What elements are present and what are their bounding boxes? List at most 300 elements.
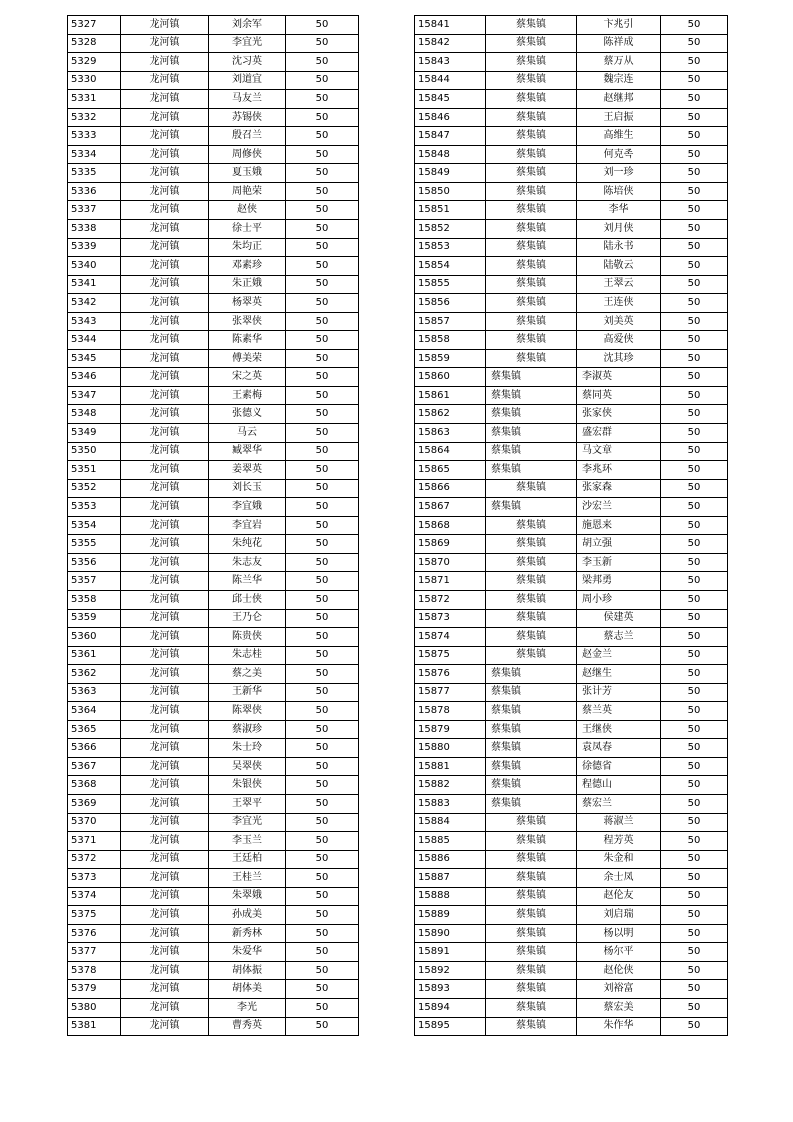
row-id-cell: 15856 <box>415 294 486 313</box>
name-cell: 张计芳 <box>577 683 661 702</box>
amount-cell: 50 <box>286 553 359 572</box>
amount-cell: 50 <box>661 220 728 239</box>
row-id-cell: 15871 <box>415 572 486 591</box>
name-cell: 蔡万从 <box>577 53 661 72</box>
amount-cell: 50 <box>661 516 728 535</box>
row-id-cell: 5339 <box>68 238 121 257</box>
row-id-cell: 5353 <box>68 498 121 517</box>
table-row <box>415 850 728 869</box>
amount-cell: 50 <box>286 405 359 424</box>
amount-cell: 50 <box>286 794 359 813</box>
town-cell: 蔡集镇 <box>486 386 577 405</box>
amount-cell: 50 <box>661 832 728 851</box>
table-row <box>415 720 728 739</box>
table-row <box>68 257 359 276</box>
table-row <box>415 590 728 609</box>
name-cell: 马文章 <box>577 442 661 461</box>
name-cell: 朱正娥 <box>209 275 286 294</box>
table-row <box>415 442 728 461</box>
row-id-cell: 5356 <box>68 553 121 572</box>
row-id-cell: 15866 <box>415 479 486 498</box>
table-row <box>68 869 359 888</box>
town-cell: 蔡集镇 <box>486 164 577 183</box>
row-id-cell: 15853 <box>415 238 486 257</box>
amount-cell: 50 <box>661 665 728 684</box>
row-id-cell: 5371 <box>68 832 121 851</box>
row-id-cell: 5338 <box>68 220 121 239</box>
table-row <box>68 461 359 480</box>
name-cell: 何克족 <box>577 145 661 164</box>
amount-cell: 50 <box>661 850 728 869</box>
table-row <box>68 739 359 758</box>
right-roster-table <box>414 15 728 1036</box>
row-id-cell: 5344 <box>68 331 121 350</box>
name-cell: 张家侠 <box>577 405 661 424</box>
town-cell: 龙河镇 <box>121 869 209 888</box>
table-row <box>415 238 728 257</box>
amount-cell: 50 <box>286 572 359 591</box>
name-cell: 王启振 <box>577 108 661 127</box>
town-cell: 蔡集镇 <box>486 572 577 591</box>
table-row <box>68 182 359 201</box>
town-cell: 蔡集镇 <box>486 628 577 647</box>
name-cell: 赵金兰 <box>577 646 661 665</box>
table-row <box>415 127 728 146</box>
table-row <box>415 386 728 405</box>
row-id-cell: 15872 <box>415 590 486 609</box>
name-cell: 李宜光 <box>209 34 286 53</box>
row-id-cell: 15844 <box>415 71 486 90</box>
amount-cell: 50 <box>661 71 728 90</box>
table-row <box>415 646 728 665</box>
row-id-cell: 15864 <box>415 442 486 461</box>
name-cell: 徐士平 <box>209 220 286 239</box>
town-cell: 龙河镇 <box>121 572 209 591</box>
town-cell: 龙河镇 <box>121 776 209 795</box>
table-row <box>68 943 359 962</box>
name-cell: 李玉兰 <box>209 832 286 851</box>
row-id-cell: 15859 <box>415 349 486 368</box>
row-id-cell: 5369 <box>68 794 121 813</box>
amount-cell: 50 <box>286 924 359 943</box>
town-cell: 龙河镇 <box>121 349 209 368</box>
name-cell: 苏锡侠 <box>209 108 286 127</box>
town-cell: 龙河镇 <box>121 90 209 109</box>
name-cell: 陈培侠 <box>577 182 661 201</box>
row-id-cell: 5346 <box>68 368 121 387</box>
table-row <box>415 683 728 702</box>
name-cell: 施恩来 <box>577 516 661 535</box>
table-row <box>415 34 728 53</box>
town-cell: 蔡集镇 <box>486 702 577 721</box>
name-cell: 马友兰 <box>209 90 286 109</box>
row-id-cell: 5355 <box>68 535 121 554</box>
town-cell: 龙河镇 <box>121 720 209 739</box>
town-cell: 蔡集镇 <box>486 257 577 276</box>
table-row <box>68 1017 359 1036</box>
row-id-cell: 5349 <box>68 424 121 443</box>
amount-cell: 50 <box>661 813 728 832</box>
name-cell: 赵伦侠 <box>577 961 661 980</box>
row-id-cell: 15852 <box>415 220 486 239</box>
name-cell: 朱纯花 <box>209 535 286 554</box>
table-row <box>415 776 728 795</box>
name-cell: 魏宗连 <box>577 71 661 90</box>
table-row <box>415 702 728 721</box>
name-cell: 蒋淑兰 <box>577 813 661 832</box>
town-cell: 蔡集镇 <box>486 331 577 350</box>
table-row <box>68 405 359 424</box>
row-id-cell: 15883 <box>415 794 486 813</box>
table-row <box>415 331 728 350</box>
town-cell: 蔡集镇 <box>486 90 577 109</box>
row-id-cell: 15894 <box>415 998 486 1017</box>
name-cell: 夏玉娥 <box>209 164 286 183</box>
row-id-cell: 5375 <box>68 906 121 925</box>
name-cell: 朱金和 <box>577 850 661 869</box>
name-cell: 傅美荣 <box>209 349 286 368</box>
name-cell: 蔡宏美 <box>577 998 661 1017</box>
name-cell: 殷召兰 <box>209 127 286 146</box>
amount-cell: 50 <box>286 609 359 628</box>
table-row <box>415 145 728 164</box>
table-row <box>415 887 728 906</box>
name-cell: 赵伦友 <box>577 887 661 906</box>
amount-cell: 50 <box>286 813 359 832</box>
town-cell: 龙河镇 <box>121 553 209 572</box>
amount-cell: 50 <box>286 294 359 313</box>
amount-cell: 50 <box>661 257 728 276</box>
row-id-cell: 5357 <box>68 572 121 591</box>
row-id-cell: 5361 <box>68 646 121 665</box>
name-cell: 李光 <box>209 998 286 1017</box>
amount-cell: 50 <box>286 980 359 999</box>
amount-cell: 50 <box>286 776 359 795</box>
amount-cell: 50 <box>286 108 359 127</box>
name-cell: 胡立强 <box>577 535 661 554</box>
table-row <box>415 813 728 832</box>
town-cell: 蔡集镇 <box>486 424 577 443</box>
town-cell: 蔡集镇 <box>486 535 577 554</box>
row-id-cell: 15842 <box>415 34 486 53</box>
table-row <box>68 516 359 535</box>
amount-cell: 50 <box>286 182 359 201</box>
table-row <box>68 590 359 609</box>
amount-cell: 50 <box>286 498 359 517</box>
row-id-cell: 5350 <box>68 442 121 461</box>
table-row <box>415 71 728 90</box>
row-id-cell: 5379 <box>68 980 121 999</box>
amount-cell: 50 <box>286 71 359 90</box>
amount-cell: 50 <box>286 201 359 220</box>
table-row <box>68 628 359 647</box>
town-cell: 龙河镇 <box>121 609 209 628</box>
amount-cell: 50 <box>286 887 359 906</box>
table-row <box>68 16 359 35</box>
town-cell: 龙河镇 <box>121 590 209 609</box>
town-cell: 龙河镇 <box>121 368 209 387</box>
town-cell: 蔡集镇 <box>486 794 577 813</box>
row-id-cell: 5329 <box>68 53 121 72</box>
amount-cell: 50 <box>286 646 359 665</box>
row-id-cell: 15891 <box>415 943 486 962</box>
table-row <box>68 776 359 795</box>
table-row <box>415 164 728 183</box>
amount-cell: 50 <box>286 461 359 480</box>
table-row <box>415 424 728 443</box>
town-cell: 蔡集镇 <box>486 312 577 331</box>
row-id-cell: 5377 <box>68 943 121 962</box>
name-cell: 蔡之美 <box>209 665 286 684</box>
amount-cell: 50 <box>286 535 359 554</box>
town-cell: 蔡集镇 <box>486 108 577 127</box>
row-id-cell: 15876 <box>415 665 486 684</box>
table-row <box>415 498 728 517</box>
town-cell: 龙河镇 <box>121 739 209 758</box>
name-cell: 陆永书 <box>577 238 661 257</box>
name-cell: 李兆环 <box>577 461 661 480</box>
town-cell: 蔡集镇 <box>486 906 577 925</box>
amount-cell: 50 <box>286 720 359 739</box>
town-cell: 蔡集镇 <box>486 980 577 999</box>
table-row <box>415 294 728 313</box>
table-row <box>68 90 359 109</box>
name-cell: 盛宏群 <box>577 424 661 443</box>
town-cell: 龙河镇 <box>121 257 209 276</box>
amount-cell: 50 <box>286 386 359 405</box>
amount-cell: 50 <box>286 1017 359 1036</box>
town-cell: 龙河镇 <box>121 312 209 331</box>
name-cell: 王廷柏 <box>209 850 286 869</box>
table-row <box>415 275 728 294</box>
row-id-cell: 15843 <box>415 53 486 72</box>
row-id-cell: 15847 <box>415 127 486 146</box>
town-cell: 龙河镇 <box>121 16 209 35</box>
table-row <box>415 980 728 999</box>
table-row <box>68 887 359 906</box>
town-cell: 蔡集镇 <box>486 683 577 702</box>
table-row <box>415 53 728 72</box>
row-id-cell: 5372 <box>68 850 121 869</box>
town-cell: 蔡集镇 <box>486 757 577 776</box>
name-cell: 吴翠侠 <box>209 757 286 776</box>
name-cell: 梁邦勇 <box>577 572 661 591</box>
table-row <box>68 424 359 443</box>
name-cell: 刘一珍 <box>577 164 661 183</box>
left-roster-body <box>68 16 359 1036</box>
town-cell: 蔡集镇 <box>486 813 577 832</box>
row-id-cell: 15893 <box>415 980 486 999</box>
name-cell: 刘长玉 <box>209 479 286 498</box>
town-cell: 蔡集镇 <box>486 776 577 795</box>
town-cell: 蔡集镇 <box>486 665 577 684</box>
table-row <box>415 1017 728 1036</box>
town-cell: 龙河镇 <box>121 646 209 665</box>
town-cell: 龙河镇 <box>121 294 209 313</box>
row-id-cell: 5345 <box>68 349 121 368</box>
name-cell: 杨尔平 <box>577 943 661 962</box>
row-id-cell: 15875 <box>415 646 486 665</box>
town-cell: 龙河镇 <box>121 145 209 164</box>
name-cell: 李宜娥 <box>209 498 286 517</box>
table-row <box>415 368 728 387</box>
amount-cell: 50 <box>286 90 359 109</box>
amount-cell: 50 <box>661 590 728 609</box>
town-cell: 蔡集镇 <box>486 498 577 517</box>
amount-cell: 50 <box>661 683 728 702</box>
town-cell: 蔡集镇 <box>486 238 577 257</box>
table-row <box>68 108 359 127</box>
row-id-cell: 15867 <box>415 498 486 517</box>
amount-cell: 50 <box>661 479 728 498</box>
town-cell: 龙河镇 <box>121 924 209 943</box>
amount-cell: 50 <box>286 349 359 368</box>
amount-cell: 50 <box>286 257 359 276</box>
table-row <box>68 813 359 832</box>
table-row <box>415 757 728 776</box>
town-cell: 龙河镇 <box>121 683 209 702</box>
amount-cell: 50 <box>661 182 728 201</box>
town-cell: 龙河镇 <box>121 1017 209 1036</box>
table-row <box>415 739 728 758</box>
table-row <box>68 980 359 999</box>
amount-cell: 50 <box>661 16 728 35</box>
amount-cell: 50 <box>286 943 359 962</box>
town-cell: 龙河镇 <box>121 275 209 294</box>
name-cell: 陈兰华 <box>209 572 286 591</box>
row-id-cell: 15879 <box>415 720 486 739</box>
name-cell: 刘美英 <box>577 312 661 331</box>
name-cell: 周修侠 <box>209 145 286 164</box>
row-id-cell: 5365 <box>68 720 121 739</box>
row-id-cell: 15849 <box>415 164 486 183</box>
table-row <box>68 572 359 591</box>
row-id-cell: 5330 <box>68 71 121 90</box>
table-row <box>415 535 728 554</box>
town-cell: 龙河镇 <box>121 887 209 906</box>
town-cell: 蔡集镇 <box>486 609 577 628</box>
row-id-cell: 15868 <box>415 516 486 535</box>
town-cell: 蔡集镇 <box>486 516 577 535</box>
town-cell: 蔡集镇 <box>486 646 577 665</box>
name-cell: 刘裕富 <box>577 980 661 999</box>
amount-cell: 50 <box>661 609 728 628</box>
amount-cell: 50 <box>661 998 728 1017</box>
row-id-cell: 5367 <box>68 757 121 776</box>
row-id-cell: 5370 <box>68 813 121 832</box>
table-row <box>68 71 359 90</box>
name-cell: 邱士侠 <box>209 590 286 609</box>
row-id-cell: 15860 <box>415 368 486 387</box>
amount-cell: 50 <box>661 164 728 183</box>
town-cell: 龙河镇 <box>121 442 209 461</box>
name-cell: 刘道宜 <box>209 71 286 90</box>
amount-cell: 50 <box>286 34 359 53</box>
amount-cell: 50 <box>661 53 728 72</box>
town-cell: 龙河镇 <box>121 498 209 517</box>
table-row <box>415 665 728 684</box>
name-cell: 袁凤春 <box>577 739 661 758</box>
town-cell: 龙河镇 <box>121 516 209 535</box>
amount-cell: 50 <box>661 349 728 368</box>
row-id-cell: 15854 <box>415 257 486 276</box>
row-id-cell: 5362 <box>68 665 121 684</box>
row-id-cell: 15881 <box>415 757 486 776</box>
town-cell: 蔡集镇 <box>486 71 577 90</box>
town-cell: 蔡集镇 <box>486 739 577 758</box>
row-id-cell: 5352 <box>68 479 121 498</box>
row-id-cell: 5363 <box>68 683 121 702</box>
town-cell: 蔡集镇 <box>486 590 577 609</box>
name-cell: 朱志桂 <box>209 646 286 665</box>
town-cell: 龙河镇 <box>121 628 209 647</box>
name-cell: 蔡宏兰 <box>577 794 661 813</box>
amount-cell: 50 <box>661 572 728 591</box>
table-row <box>68 757 359 776</box>
table-row <box>68 479 359 498</box>
name-cell: 余士凤 <box>577 869 661 888</box>
row-id-cell: 5336 <box>68 182 121 201</box>
amount-cell: 50 <box>661 386 728 405</box>
town-cell: 龙河镇 <box>121 850 209 869</box>
table-row <box>68 442 359 461</box>
name-cell: 赵继邦 <box>577 90 661 109</box>
name-cell: 宋之英 <box>209 368 286 387</box>
table-row <box>415 90 728 109</box>
amount-cell: 50 <box>661 331 728 350</box>
table-row <box>415 220 728 239</box>
table-row <box>68 720 359 739</box>
amount-cell: 50 <box>661 498 728 517</box>
name-cell: 蔡兰英 <box>577 702 661 721</box>
table-row <box>68 238 359 257</box>
amount-cell: 50 <box>661 887 728 906</box>
table-row <box>68 127 359 146</box>
row-id-cell: 5364 <box>68 702 121 721</box>
table-row <box>415 516 728 535</box>
amount-cell: 50 <box>661 794 728 813</box>
name-cell: 李宜光 <box>209 813 286 832</box>
row-id-cell: 15889 <box>415 906 486 925</box>
row-id-cell: 15878 <box>415 702 486 721</box>
row-id-cell: 15863 <box>415 424 486 443</box>
row-id-cell: 15886 <box>415 850 486 869</box>
amount-cell: 50 <box>661 869 728 888</box>
row-id-cell: 15887 <box>415 869 486 888</box>
amount-cell: 50 <box>661 90 728 109</box>
table-row <box>68 294 359 313</box>
town-cell: 蔡集镇 <box>486 201 577 220</box>
row-id-cell: 15892 <box>415 961 486 980</box>
row-id-cell: 5373 <box>68 869 121 888</box>
town-cell: 龙河镇 <box>121 906 209 925</box>
table-row <box>415 906 728 925</box>
row-id-cell: 15873 <box>415 609 486 628</box>
table-row <box>415 182 728 201</box>
name-cell: 王素梅 <box>209 386 286 405</box>
town-cell: 蔡集镇 <box>486 832 577 851</box>
table-row <box>415 553 728 572</box>
table-row <box>68 368 359 387</box>
name-cell: 胡体振 <box>209 961 286 980</box>
name-cell: 杨以明 <box>577 924 661 943</box>
name-cell: 朱翠娥 <box>209 887 286 906</box>
name-cell: 曹秀英 <box>209 1017 286 1036</box>
table-row <box>68 832 359 851</box>
amount-cell: 50 <box>661 461 728 480</box>
name-cell: 张家森 <box>577 479 661 498</box>
name-cell: 王乃仑 <box>209 609 286 628</box>
